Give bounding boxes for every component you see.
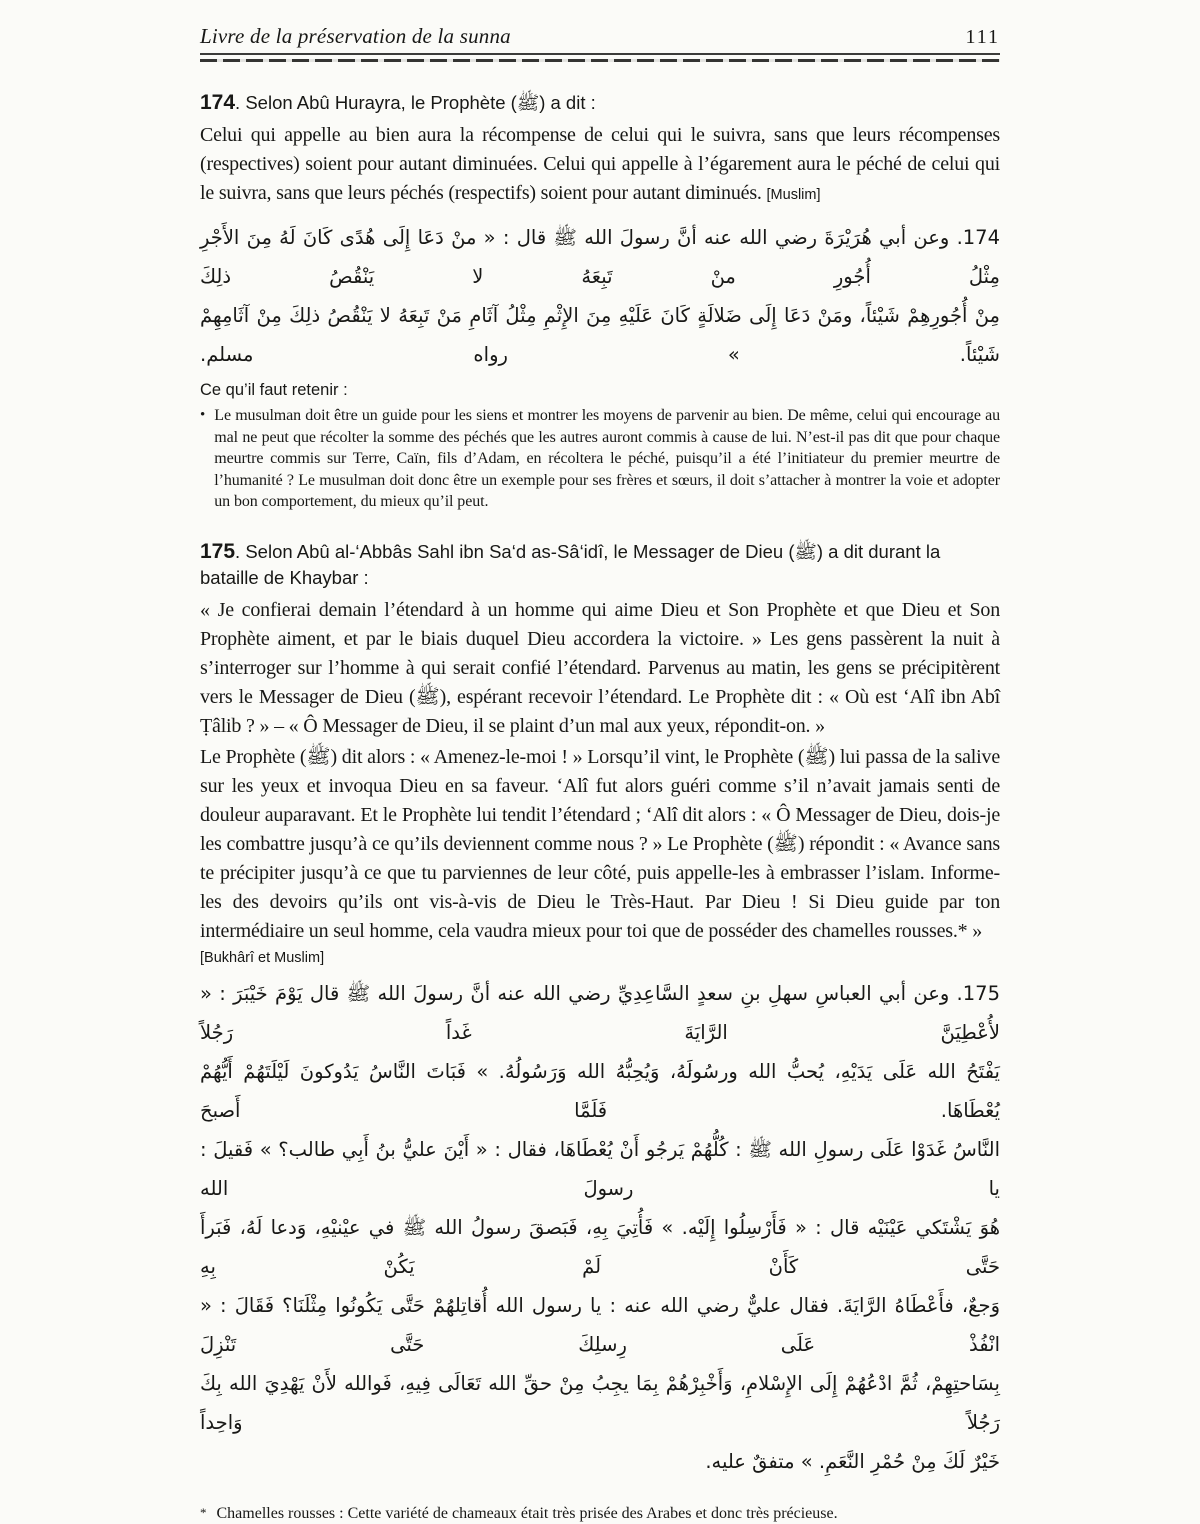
arabic-line: وَجعٌ، فأَعْطَاهُ الرَّايَةَ. فقال عليٌّ رضي الله عنه : يا رسول الله أُقاتِلهُمْ حَتَّى يَكُونُوا مِثْلَنَا؟ فَقَالَ : « انْفُذْ عَلَى رِسلِكَ حَتَّى تَنْزِلَ [200,1293,1000,1356]
bullet-icon: • [200,407,206,423]
hadith-174-heading [200,90,1000,116]
key-point-item [200,405,1000,513]
arabic-line: النَّاسُ غَدَوْا عَلَى رسولِ الله ﷺ : كُلُّهُمْ يَرجُو أَنْ يُعْطَاهَا، فقال : « أَيْنَ عليُّ بنُ أَبِي طالب؟ » فَقيلَ : يا رسولَ الله [200,1137,1000,1200]
header-rule-dashed [200,59,1000,62]
key-point-text: Le musulman doit être un guide pour les siens et montrer les moyens de parvenir au bien. De même, celui qui encourage au mal ne peut que récolter la somme des péchés que les autres auront commis à cause de lui. N’est-il pas dit que pour chaque meurtre commis sur Terre, Caïn, fils d’Adam, en récoltera le péché, puisqu’il a été l’initiateur du premier meurtre de l’humanité ? Le musulman doit donc être un exemple pour ses frères et sœurs, il doit s’attacher à montrer la voie et adopter un bon comportement, du mieux qu’il peut. [214,407,1000,510]
hadith-175-heading-text: . Selon Abû al-‘Abbâs Sahl ibn Sa‘d as-Sâ‘idî, le Messager de Dieu (ﷺ) a dit durant la bataille de Khaybar : [200,540,941,588]
footnote-text: Chamelles rousses : Cette variété de chameaux était très prisée des Arabes et donc très précieuse. [216,1504,838,1522]
footnote [200,1503,1000,1524]
page-number: 111 [965,26,1000,48]
footnote-marker: * [200,1504,207,1520]
key-points-label: Ce qu’il faut retenir : [200,381,348,399]
hadith-174-translation [200,121,1000,210]
hadith-174-section [200,90,1000,513]
arabic-line: هُوَ يَشْتَكي عَيْنَيْه قال : « فَأَرْسِلُوا إِلَيْه. » فَأُتِيَ بِهِ، فَبَصقَ رسولُ الله ﷺ في عيْنيْهِ، وَدعا لَهُ، فَبَرأَ حَتَّى كَأَنْ لَمْ يَكُنْ بِهِ [200,1215,1000,1278]
hadith-174-arabic [200,218,1000,374]
hadith-174-heading-text: . Selon Abû Hurayra, le Prophète (ﷺ) a dit : [235,92,596,113]
hadith-175-arabic [200,974,1000,1481]
header-rule-solid [200,53,1000,55]
hadith-174-translation-text: Celui qui appelle au bien aura la récompense de celui qui le suivra, sans que leurs récompenses (respectives) soient pour autant diminuées. Celui qui appelle à l’égarement aura le péché de celui qui le suivra, sans que leurs péchés (respectifs) soient pour autant diminués. [200,124,1000,204]
hadith-175-section [200,539,1000,1481]
running-title: Livre de la préservation de la sunna [200,24,511,48]
arabic-line: 175. وعن أبي العباسِ سهلِ بنِ سعدٍ السَّاعِدِيِّ رضي الله عنه أنَّ رسولَ الله ﷺ قال يَوْمَ خَيْبَرَ : « لأُعْطِيَنَّ الرَّايَةَ غَداً رَجُلاً [200,981,1000,1044]
hadith-175-translation-p1: « Je confierai demain l’étendard à un homme qui aime Dieu et Son Prophète et que Dieu et Son Prophète aiment, et par le biais duquel Dieu accordera la victoire. » Les gens passèrent la nuit à s’interroger sur l’homme à qui serait confié l’étendard. Parvenus au matin, les gens se précipitèrent vers le Messager de Dieu (ﷺ), espérant recevoir l’étendard. Le Prophète dit : « Où est ‘Alî ibn Abî Ṭâlib ? » – « Ô Messager de Dieu, il se plaint d’un mal aux yeux, répondit-on. » [200,598,1000,737]
arabic-line: بِسَاحتِهِمْ، ثُمَّ ادْعُهُمْ إِلَى الإِسْلامِ، وَأَخْبِرْهُمْ بِمَا يجِبُ مِنْ حقِّ الله تَعَالَى فِيهِ، فَوالله لأَنْ يَهْدِيَ الله بِكَ رَجُلاً وَاحِداً [200,1371,1000,1434]
arabic-line: 174. وعن أبي هُرَيْرَةَ رضي الله عنه أنَّ رسولَ الله ﷺ قال : « منْ دَعَا إِلَى هُدًى كَانَ لَهُ مِنَ الأَجْرِ مِثْلُ أُجُورِ منْ تَبِعَهُ لا يَنْقُصُ ذلِكَ [200,226,1000,288]
header-row [200,24,1000,49]
hadith-175-source-label: [Bukhârî et Muslim] [200,949,325,966]
page-header [200,24,1000,62]
hadith-175-heading [200,539,1000,591]
hadith-174-source-label: [Muslim] [766,187,821,203]
arabic-line: يَفْتَحُ الله عَلَى يَدَيْهِ، يُحبُّ الله ورسُولَهُ، وَيُحِبُّهُ الله وَرَسُولُهُ. » فَبَاتَ النَّاسُ يَدُوكونَ لَيْلَتَهُمْ أَيُّهُمْ يُعْطَاهَا. فَلَمَّا أَصبحَ [200,1059,1000,1122]
hadith-175-number: 175 [200,539,236,563]
hadith-175-translation-p2: Le Prophète (ﷺ) dit alors : « Amenez-le-moi ! » Lorsqu’il vint, le Prophète (ﷺ) lui passa de la salive sur les yeux et invoqua Dieu en sa faveur. ‘Alî fut alors guéri comme s’il n’avait jamais senti de douleur auparavant. Et le Prophète lui tendit l’étendard ; ‘Alî dit alors : « Ô Messager de Dieu, dois-je les combattre jusqu’à ce qu’ils deviennent comme nous ? » Le Prophète (ﷺ) répondit : « Avance sans te précipiter jusqu’à ce que tu parviennes de leur côté, puis appelle-les à embrasser l’islam. Informe-les des devoirs qu’ils ont vis-à-vis de Dieu le Très-Haut. Par Dieu ! Si Dieu guide par ton intermédiaire un seul homme, cela vaudra mieux pour toi que de posséder des chamelles rousses.* » [200,745,1000,942]
hadith-174-number: 174 [200,91,236,114]
key-points-block [200,381,1000,513]
arabic-line: مِنْ أُجُورِهِمْ شَيْئاً، ومَنْ دَعَا إِلَى ضَلالَةٍ كَانَ عَلَيْهِ مِنَ الإِثْمِ مِثْلُ آثَامِ مَنْ تَبِعَهُ لا يَنْقُصُ ذلِكَ مِنْ آثَامِهِمْ شَيْئاً. » رواه مسلم. [200,304,1000,366]
arabic-line: خَيْرٌ لَكَ مِنْ حُمْرِ النَّعَمِ. » متفقٌ عليه. [705,1449,1000,1473]
